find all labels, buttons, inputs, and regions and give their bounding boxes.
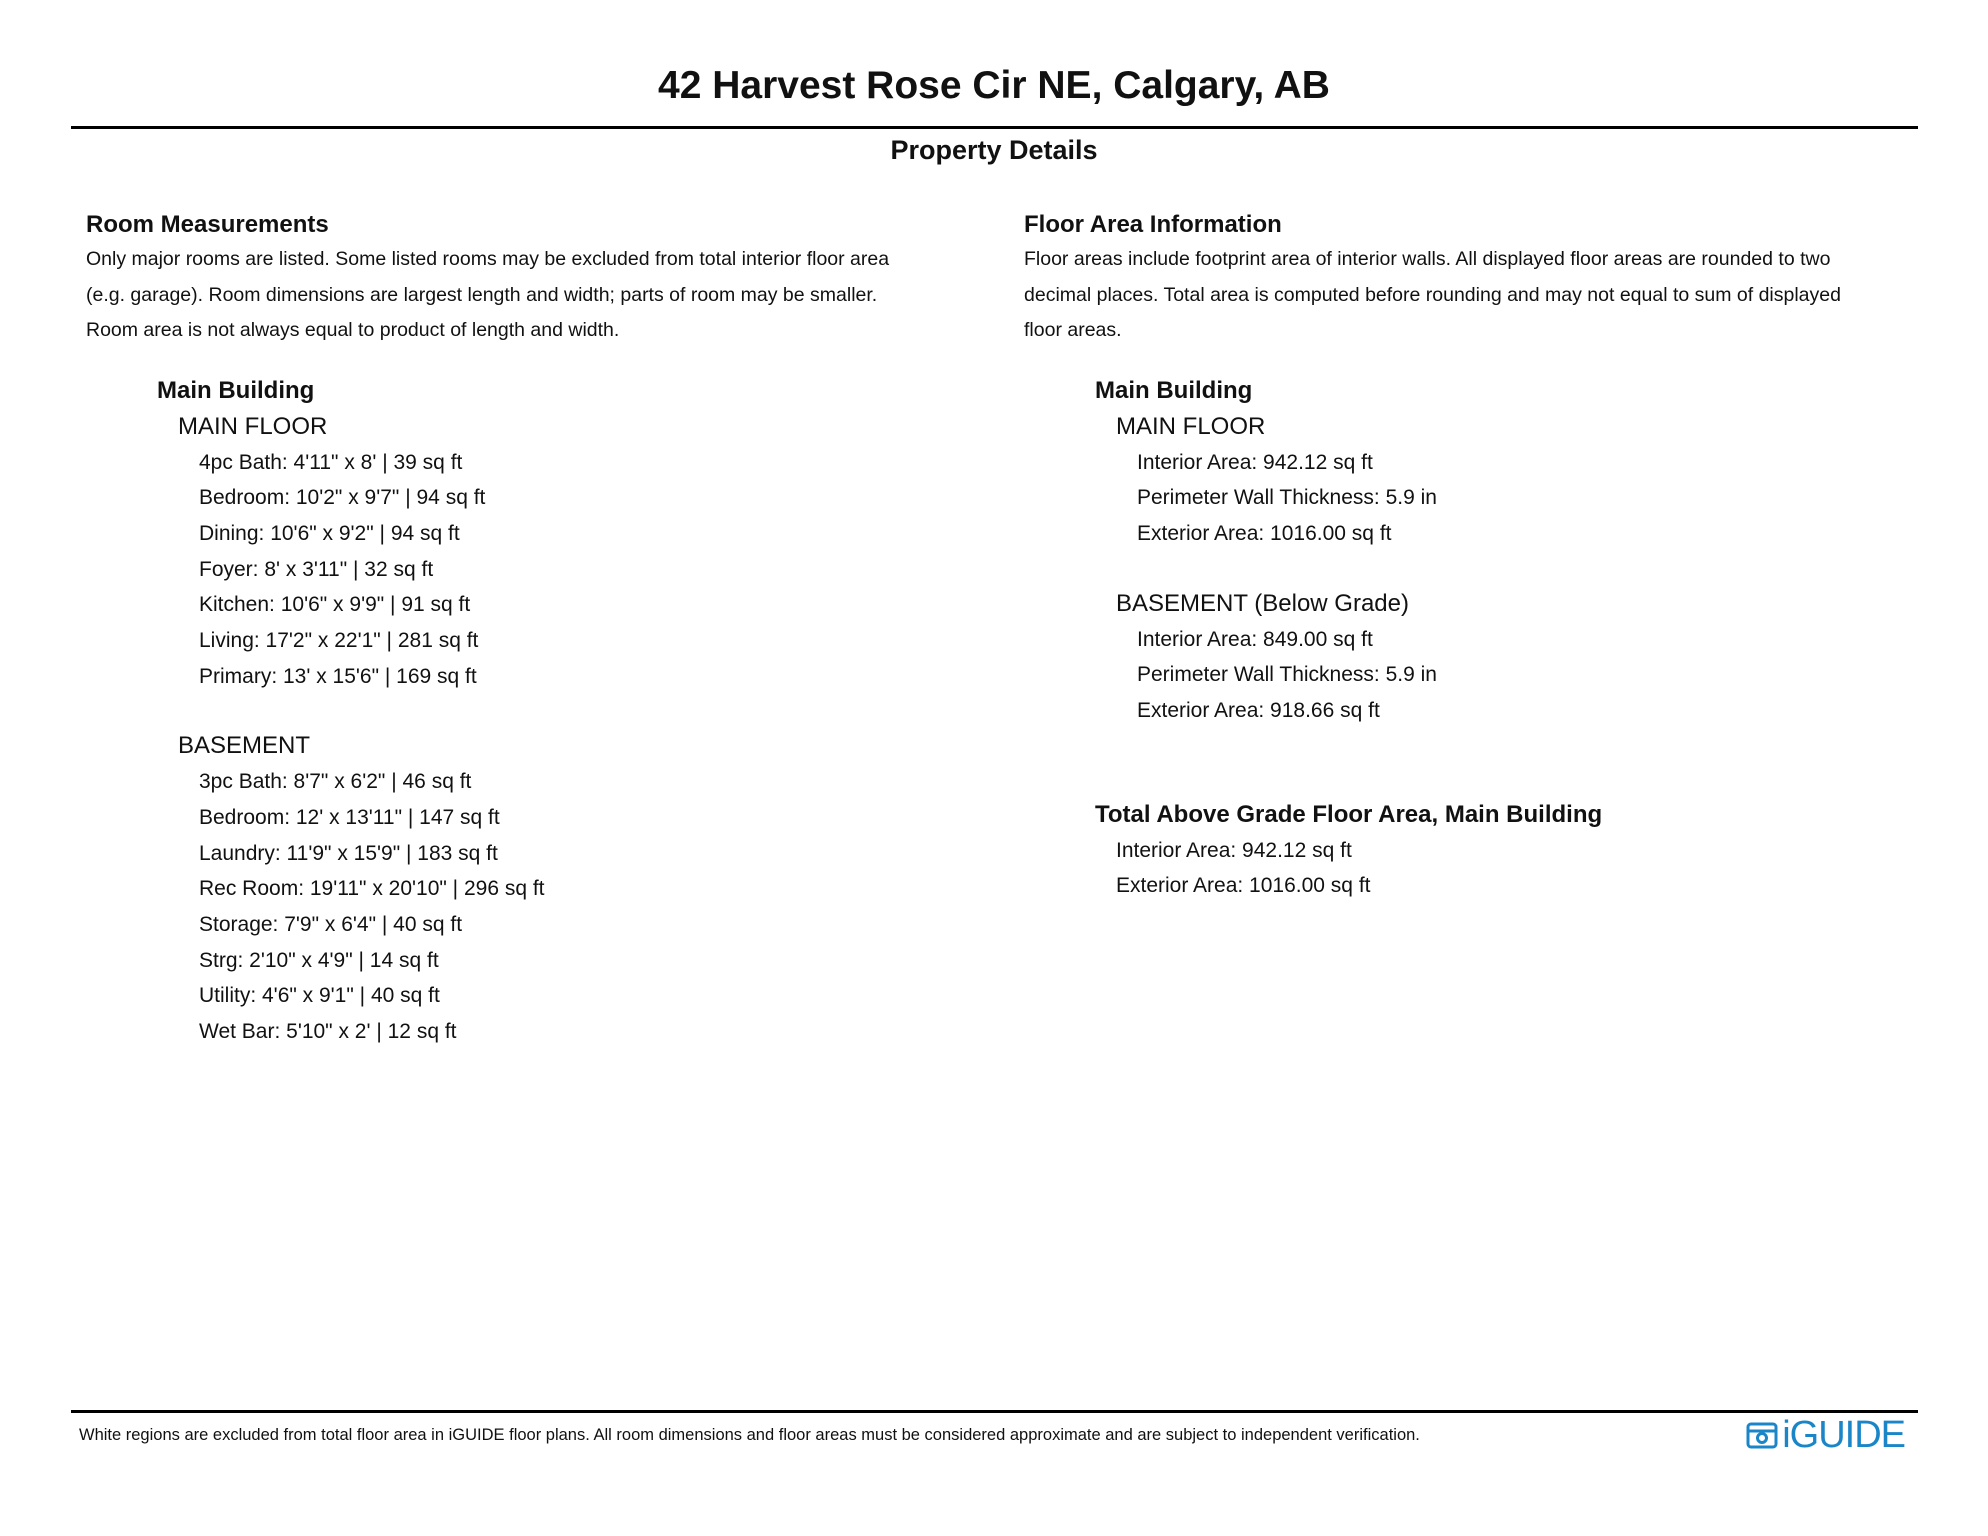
floor-area-description-line: Floor areas include footprint area of interior walls. All displayed floor areas are rounded to two [1024,248,1831,270]
room-item: Bedroom: 12' x 13'11" | 147 sq ft [199,806,500,829]
room-item: Wet Bar: 5'10" x 2' | 12 sq ft [199,1020,457,1044]
room-measurements-description-line: Only major rooms are listed. Some listed rooms may be excluded from total interior floor area [86,248,890,270]
spacer [86,694,986,728]
header-divider [71,126,1918,129]
iguide-wordmark: iGUIDE [1782,1414,1905,1456]
room-item: 4pc Bath: 4'11" x 8' | 39 sq ft [199,450,463,474]
page-title: 42 Harvest Rose Cir NE, Calgary, AB [658,64,1330,107]
room-measurements-heading: Room Measurements [86,211,329,238]
room-measurements-section [86,208,986,1050]
room-item: Rec Room: 19'11" x 20'10" | 296 sq ft [199,877,545,901]
area-item: Exterior Area: 918.66 sq ft [1137,698,1380,722]
floor-area-section [1024,208,1924,904]
room-item: Foyer: 8' x 3'11" | 32 sq ft [199,557,434,581]
floor-area-heading: Floor Area Information [1024,211,1282,238]
area-floor-title-main: MAIN FLOOR [1116,412,1266,440]
area-floor-title-basement: BASEMENT (Below Grade) [1116,589,1409,617]
room-item: Living: 17'2" x 22'1" | 281 sq ft [199,628,479,652]
room-building-title: Main Building [157,376,315,404]
area-item: Interior Area: 942.12 sq ft [1137,450,1373,474]
room-floor-title-main: MAIN FLOOR [178,412,328,440]
room-item: 3pc Bath: 8'7" x 6'2" | 46 sq ft [199,770,472,794]
room-item: Strg: 2'10" x 4'9" | 14 sq ft [199,948,439,972]
area-item: Interior Area: 849.00 sq ft [1137,627,1373,651]
room-item: Storage: 7'9" x 6'4" | 40 sq ft [199,913,463,937]
page-subtitle: Property Details [890,135,1098,165]
area-item: Perimeter Wall Thickness: 5.9 in [1137,486,1437,510]
room-measurements-description-line: (e.g. garage). Room dimensions are largest length and width; parts of room may be smaller. [86,283,878,306]
total-area-heading: Total Above Grade Floor Area, Main Building [1095,800,1603,828]
area-building-title: Main Building [1095,376,1253,404]
footer-disclaimer: White regions are excluded from total floor area in iGUIDE floor plans. All room dimensions and floor areas must be considered approximate and are subject to independent verification. [79,1426,1420,1444]
room-item: Utility: 4'6" x 9'1" | 40 sq ft [199,984,440,1008]
total-area-item: Interior Area: 942.12 sq ft [1116,838,1352,862]
room-item: Bedroom: 10'2" x 9'7" | 94 sq ft [199,486,486,510]
iguide-camera-icon [1746,1419,1778,1451]
room-item: Laundry: 11'9" x 15'9" | 183 sq ft [199,841,498,865]
room-measurements-description-line: Room area is not always equal to product of length and width. [86,319,620,341]
spacer [1024,729,1924,797]
room-floor-title-basement: BASEMENT [178,732,311,760]
spacer [1024,552,1924,586]
area-item: Perimeter Wall Thickness: 5.9 in [1137,663,1437,687]
floor-area-description-line: decimal places. Total area is computed before rounding and may not equal to sum of displayed [1024,283,1841,306]
iguide-logo [1746,1416,1905,1454]
room-item: Kitchen: 10'6" x 9'9" | 91 sq ft [199,593,471,617]
floor-area-description-line: floor areas. [1024,319,1122,341]
footer-divider [71,1410,1918,1413]
total-area-item: Exterior Area: 1016.00 sq ft [1116,874,1371,898]
area-item: Exterior Area: 1016.00 sq ft [1137,521,1392,545]
room-item: Dining: 10'6" x 9'2" | 94 sq ft [199,521,460,545]
room-item: Primary: 13' x 15'6" | 169 sq ft [199,664,477,688]
